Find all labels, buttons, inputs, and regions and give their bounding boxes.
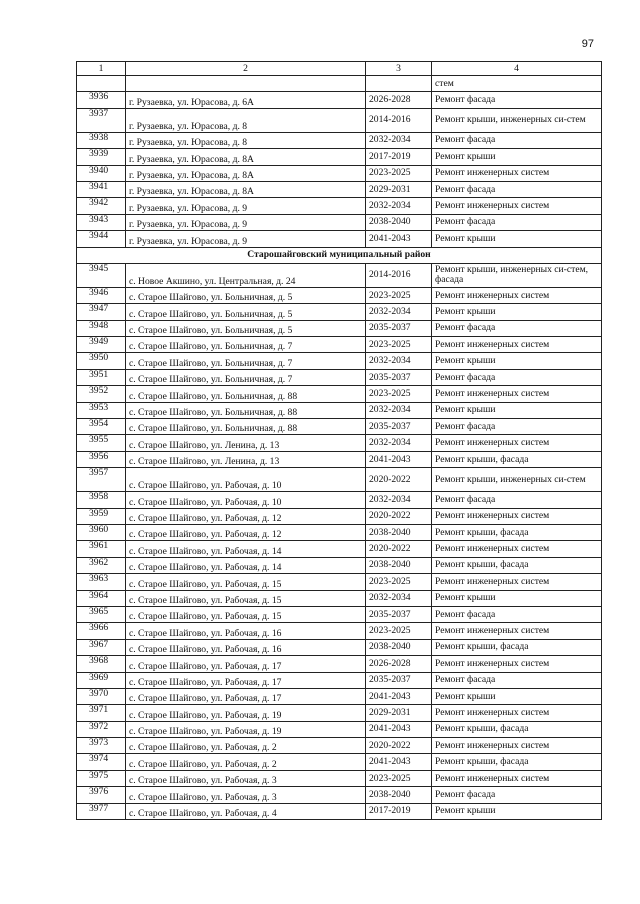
work-type-cell: Ремонт фасада xyxy=(432,214,602,230)
address-cell: с. Старое Шайгово, ул. Рабочая, д. 19 xyxy=(126,721,366,737)
table-row xyxy=(77,468,602,492)
row-number: 3964 xyxy=(77,590,126,606)
row-number: 3953 xyxy=(77,402,126,418)
table-row xyxy=(77,435,602,451)
address-cell: с. Старое Шайгово, ул. Больничная, д. 7 xyxy=(126,369,366,385)
address-cell: с. Старое Шайгово, ул. Рабочая, д. 3 xyxy=(126,770,366,786)
table-row xyxy=(77,198,602,214)
address-cell: с. Старое Шайгово, ул. Рабочая, д. 10 xyxy=(126,468,366,492)
work-type-cell: Ремонт фасада xyxy=(432,419,602,435)
work-type-cell: Ремонт инженерных систем xyxy=(432,770,602,786)
row-number: 3944 xyxy=(77,231,126,247)
years-cell: 2032-2034 xyxy=(366,402,432,418)
address-cell: г. Рузаевка, ул. Юрасова, д. 9 xyxy=(126,231,366,247)
repair-schedule-table xyxy=(76,61,602,820)
row-number: 3973 xyxy=(77,738,126,754)
years-cell: 2035-2037 xyxy=(366,606,432,622)
years-cell: 2023-2025 xyxy=(366,165,432,181)
address-cell: с. Старое Шайгово, ул. Рабочая, д. 16 xyxy=(126,639,366,655)
work-type-cell: Ремонт инженерных систем xyxy=(432,656,602,672)
years-cell: 2032-2034 xyxy=(366,435,432,451)
address-cell: с. Старое Шайгово, ул. Рабочая, д. 15 xyxy=(126,590,366,606)
row-number: 3963 xyxy=(77,574,126,590)
continuation-text: стем xyxy=(432,76,602,92)
work-type-cell: Ремонт крыши, фасада xyxy=(432,451,602,467)
years-cell: 2020-2022 xyxy=(366,508,432,524)
table-row xyxy=(77,92,602,108)
work-type-cell: Ремонт фасада xyxy=(432,132,602,148)
table-row xyxy=(77,721,602,737)
table-row xyxy=(77,386,602,402)
table-row xyxy=(77,419,602,435)
table-row xyxy=(77,754,602,770)
address-cell: с. Старое Шайгово, ул. Рабочая, д. 14 xyxy=(126,541,366,557)
row-number: 3955 xyxy=(77,435,126,451)
address-cell: с. Старое Шайгово, ул. Рабочая, д. 15 xyxy=(126,606,366,622)
work-type-cell: Ремонт фасада xyxy=(432,787,602,803)
row-number: 3957 xyxy=(77,468,126,492)
years-cell: 2023-2025 xyxy=(366,574,432,590)
table-row xyxy=(77,738,602,754)
work-type-cell: Ремонт крыши, фасада xyxy=(432,639,602,655)
table-row xyxy=(77,803,602,819)
work-type-cell: Ремонт крыши xyxy=(432,803,602,819)
work-type-cell: Ремонт инженерных систем xyxy=(432,287,602,303)
table-row xyxy=(77,541,602,557)
work-type-cell: Ремонт фасада xyxy=(432,181,602,197)
work-type-cell: Ремонт инженерных систем xyxy=(432,623,602,639)
address-cell: с. Старое Шайгово, ул. Больничная, д. 88 xyxy=(126,402,366,418)
table-row xyxy=(77,132,602,148)
address-cell: с. Старое Шайгово, ул. Рабочая, д. 12 xyxy=(126,524,366,540)
address-cell: с. Старое Шайгово, ул. Рабочая, д. 14 xyxy=(126,557,366,573)
years-cell: 2038-2040 xyxy=(366,524,432,540)
header-row xyxy=(77,62,602,76)
address-cell: с. Новое Акшино, ул. Центральная, д. 24 xyxy=(126,263,366,287)
address-cell: с. Старое Шайгово, ул. Больничная, д. 5 xyxy=(126,320,366,336)
table-row xyxy=(77,337,602,353)
table-row xyxy=(77,524,602,540)
row-number: 3958 xyxy=(77,492,126,508)
address-cell: с. Старое Шайгово, ул. Больничная, д. 7 xyxy=(126,337,366,353)
work-type-cell: Ремонт инженерных систем xyxy=(432,386,602,402)
work-type-cell: Ремонт фасада xyxy=(432,606,602,622)
years-cell: 2020-2022 xyxy=(366,541,432,557)
row-number: 3977 xyxy=(77,803,126,819)
years-cell: 2035-2037 xyxy=(366,419,432,435)
section-row xyxy=(77,247,602,263)
work-type-cell: Ремонт фасада xyxy=(432,672,602,688)
row-number: 3939 xyxy=(77,149,126,165)
table-row xyxy=(77,606,602,622)
table-row xyxy=(77,787,602,803)
header-cell: 1 xyxy=(77,62,126,76)
work-type-cell: Ремонт крыши, фасада xyxy=(432,557,602,573)
address-cell: с. Старое Шайгово, ул. Рабочая, д. 17 xyxy=(126,656,366,672)
work-type-cell: Ремонт крыши xyxy=(432,304,602,320)
years-cell: 2041-2043 xyxy=(366,451,432,467)
address-cell: г. Рузаевка, ул. Юрасова, д. 8 xyxy=(126,132,366,148)
table-row xyxy=(77,149,602,165)
address-cell: с. Старое Шайгово, ул. Ленина, д. 13 xyxy=(126,435,366,451)
work-type-cell: Ремонт крыши xyxy=(432,402,602,418)
header-cell: 4 xyxy=(432,62,602,76)
address-cell: с. Старое Шайгово, ул. Рабочая, д. 10 xyxy=(126,492,366,508)
row-number: 3954 xyxy=(77,419,126,435)
work-type-cell: Ремонт инженерных систем xyxy=(432,574,602,590)
work-type-cell: Ремонт крыши xyxy=(432,149,602,165)
years-cell: 2017-2019 xyxy=(366,149,432,165)
years-cell: 2035-2037 xyxy=(366,369,432,385)
row-number: 3956 xyxy=(77,451,126,467)
row-number: 3938 xyxy=(77,132,126,148)
table-row xyxy=(77,623,602,639)
address-cell: с. Старое Шайгово, ул. Рабочая, д. 2 xyxy=(126,754,366,770)
table-row xyxy=(77,688,602,704)
years-cell: 2041-2043 xyxy=(366,721,432,737)
years-cell: 2035-2037 xyxy=(366,672,432,688)
work-type-cell: Ремонт фасада xyxy=(432,320,602,336)
address-cell: с. Старое Шайгово, ул. Рабочая, д. 16 xyxy=(126,623,366,639)
row-number: 3949 xyxy=(77,337,126,353)
years-cell: 2026-2028 xyxy=(366,656,432,672)
table-row xyxy=(77,508,602,524)
work-type-cell: Ремонт крыши, инженерных си-стем, фасада xyxy=(432,263,602,287)
table-row xyxy=(77,492,602,508)
address-cell: с. Старое Шайгово, ул. Рабочая, д. 4 xyxy=(126,803,366,819)
continuation-row xyxy=(77,76,602,92)
years-cell: 2023-2025 xyxy=(366,623,432,639)
row-number: 3952 xyxy=(77,386,126,402)
work-type-cell: Ремонт крыши, фасада xyxy=(432,754,602,770)
work-type-cell: Ремонт крыши, фасада xyxy=(432,721,602,737)
years-cell: 2023-2025 xyxy=(366,770,432,786)
work-type-cell: Ремонт фасада xyxy=(432,92,602,108)
row-number: 3946 xyxy=(77,287,126,303)
page-number: 97 xyxy=(581,38,594,50)
address-cell: с. Старое Шайгово, ул. Больничная, д. 7 xyxy=(126,353,366,369)
years-cell: 2041-2043 xyxy=(366,754,432,770)
years-cell: 2023-2025 xyxy=(366,337,432,353)
row-number: 3970 xyxy=(77,688,126,704)
row-number: 3968 xyxy=(77,656,126,672)
row-number: 3940 xyxy=(77,165,126,181)
address-cell: г. Рузаевка, ул. Юрасова, д. 8 xyxy=(126,108,366,132)
table-row xyxy=(77,770,602,786)
work-type-cell: Ремонт фасада xyxy=(432,369,602,385)
row-number: 3969 xyxy=(77,672,126,688)
row-number: 3942 xyxy=(77,198,126,214)
address-cell: г. Рузаевка, ул. Юрасова, д. 8А xyxy=(126,149,366,165)
row-number: 3966 xyxy=(77,623,126,639)
work-type-cell: Ремонт инженерных систем xyxy=(432,165,602,181)
table-row xyxy=(77,574,602,590)
header-cell: 3 xyxy=(366,62,432,76)
row-number: 3971 xyxy=(77,705,126,721)
years-cell: 2023-2025 xyxy=(366,386,432,402)
table-row xyxy=(77,214,602,230)
years-cell: 2032-2034 xyxy=(366,304,432,320)
years-cell: 2029-2031 xyxy=(366,705,432,721)
address-cell: с. Старое Шайгово, ул. Больничная, д. 5 xyxy=(126,304,366,320)
years-cell: 2038-2040 xyxy=(366,639,432,655)
row-number: 3936 xyxy=(77,92,126,108)
years-cell: 2038-2040 xyxy=(366,787,432,803)
row-number: 3972 xyxy=(77,721,126,737)
table-row xyxy=(77,165,602,181)
table-row xyxy=(77,639,602,655)
address-cell: с. Старое Шайгово, ул. Рабочая, д. 2 xyxy=(126,738,366,754)
work-type-cell: Ремонт инженерных систем xyxy=(432,435,602,451)
row-number: 3961 xyxy=(77,541,126,557)
table-row xyxy=(77,108,602,132)
work-type-cell: Ремонт крыши xyxy=(432,590,602,606)
address-cell: с. Старое Шайгово, ул. Рабочая, д. 15 xyxy=(126,574,366,590)
years-cell: 2014-2016 xyxy=(366,263,432,287)
work-type-cell: Ремонт фасада xyxy=(432,492,602,508)
work-type-cell: Ремонт крыши, инженерных си-стем xyxy=(432,468,602,492)
table-row xyxy=(77,353,602,369)
years-cell: 2041-2043 xyxy=(366,231,432,247)
years-cell: 2038-2040 xyxy=(366,557,432,573)
row-number: 3960 xyxy=(77,524,126,540)
table-row xyxy=(77,451,602,467)
work-type-cell: Ремонт инженерных систем xyxy=(432,198,602,214)
table-row xyxy=(77,369,602,385)
address-cell: с. Старое Шайгово, ул. Больничная, д. 5 xyxy=(126,287,366,303)
section-title: Старошайговский муниципальный район xyxy=(77,247,602,263)
header-cell: 2 xyxy=(126,62,366,76)
table-row xyxy=(77,672,602,688)
years-cell: 2041-2043 xyxy=(366,688,432,704)
years-cell: 2038-2040 xyxy=(366,214,432,230)
row-number: 3959 xyxy=(77,508,126,524)
years-cell: 2020-2022 xyxy=(366,468,432,492)
row-number: 3937 xyxy=(77,108,126,132)
table-row xyxy=(77,181,602,197)
address-cell: г. Рузаевка, ул. Юрасова, д. 6А xyxy=(126,92,366,108)
table-row xyxy=(77,231,602,247)
years-cell: 2032-2034 xyxy=(366,492,432,508)
address-cell: с. Старое Шайгово, ул. Рабочая, д. 12 xyxy=(126,508,366,524)
years-cell: 2020-2022 xyxy=(366,738,432,754)
row-number: 3976 xyxy=(77,787,126,803)
row-number: 3967 xyxy=(77,639,126,655)
years-cell: 2017-2019 xyxy=(366,803,432,819)
work-type-cell: Ремонт крыши, инженерных си-стем xyxy=(432,108,602,132)
work-type-cell: Ремонт крыши xyxy=(432,688,602,704)
table-row xyxy=(77,705,602,721)
row-number: 3950 xyxy=(77,353,126,369)
address-cell: г. Рузаевка, ул. Юрасова, д. 8А xyxy=(126,165,366,181)
row-number: 3962 xyxy=(77,557,126,573)
table-row xyxy=(77,590,602,606)
row-number: 3974 xyxy=(77,754,126,770)
row-number: 3941 xyxy=(77,181,126,197)
table-row xyxy=(77,304,602,320)
row-number: 3975 xyxy=(77,770,126,786)
years-cell: 2032-2034 xyxy=(366,590,432,606)
years-cell: 2023-2025 xyxy=(366,287,432,303)
years-cell: 2035-2037 xyxy=(366,320,432,336)
table-row xyxy=(77,320,602,336)
address-cell: с. Старое Шайгово, ул. Больничная, д. 88 xyxy=(126,386,366,402)
years-cell: 2032-2034 xyxy=(366,198,432,214)
address-cell: с. Старое Шайгово, ул. Рабочая, д. 19 xyxy=(126,705,366,721)
row-number: 3965 xyxy=(77,606,126,622)
address-cell: с. Старое Шайгово, ул. Рабочая, д. 3 xyxy=(126,787,366,803)
row-number: 3943 xyxy=(77,214,126,230)
table-row xyxy=(77,402,602,418)
row-number: 3947 xyxy=(77,304,126,320)
work-type-cell: Ремонт крыши xyxy=(432,231,602,247)
row-number: 3951 xyxy=(77,369,126,385)
address-cell: г. Рузаевка, ул. Юрасова, д. 9 xyxy=(126,198,366,214)
address-cell: г. Рузаевка, ул. Юрасова, д. 9 xyxy=(126,214,366,230)
address-cell: г. Рузаевка, ул. Юрасова, д. 8А xyxy=(126,181,366,197)
years-cell: 2026-2028 xyxy=(366,92,432,108)
years-cell: 2014-2016 xyxy=(366,108,432,132)
years-cell: 2032-2034 xyxy=(366,132,432,148)
work-type-cell: Ремонт инженерных систем xyxy=(432,705,602,721)
years-cell: 2032-2034 xyxy=(366,353,432,369)
work-type-cell: Ремонт инженерных систем xyxy=(432,541,602,557)
row-number: 3948 xyxy=(77,320,126,336)
address-cell: с. Старое Шайгово, ул. Больничная, д. 88 xyxy=(126,419,366,435)
work-type-cell: Ремонт инженерных систем xyxy=(432,508,602,524)
address-cell: с. Старое Шайгово, ул. Ленина, д. 13 xyxy=(126,451,366,467)
table-row xyxy=(77,287,602,303)
work-type-cell: Ремонт инженерных систем xyxy=(432,337,602,353)
work-type-cell: Ремонт инженерных систем xyxy=(432,738,602,754)
address-cell: с. Старое Шайгово, ул. Рабочая, д. 17 xyxy=(126,672,366,688)
table-row xyxy=(77,557,602,573)
years-cell: 2029-2031 xyxy=(366,181,432,197)
row-number: 3945 xyxy=(77,263,126,287)
work-type-cell: Ремонт крыши, фасада xyxy=(432,524,602,540)
table-row xyxy=(77,656,602,672)
table-row xyxy=(77,263,602,287)
work-type-cell: Ремонт крыши xyxy=(432,353,602,369)
address-cell: с. Старое Шайгово, ул. Рабочая, д. 17 xyxy=(126,688,366,704)
